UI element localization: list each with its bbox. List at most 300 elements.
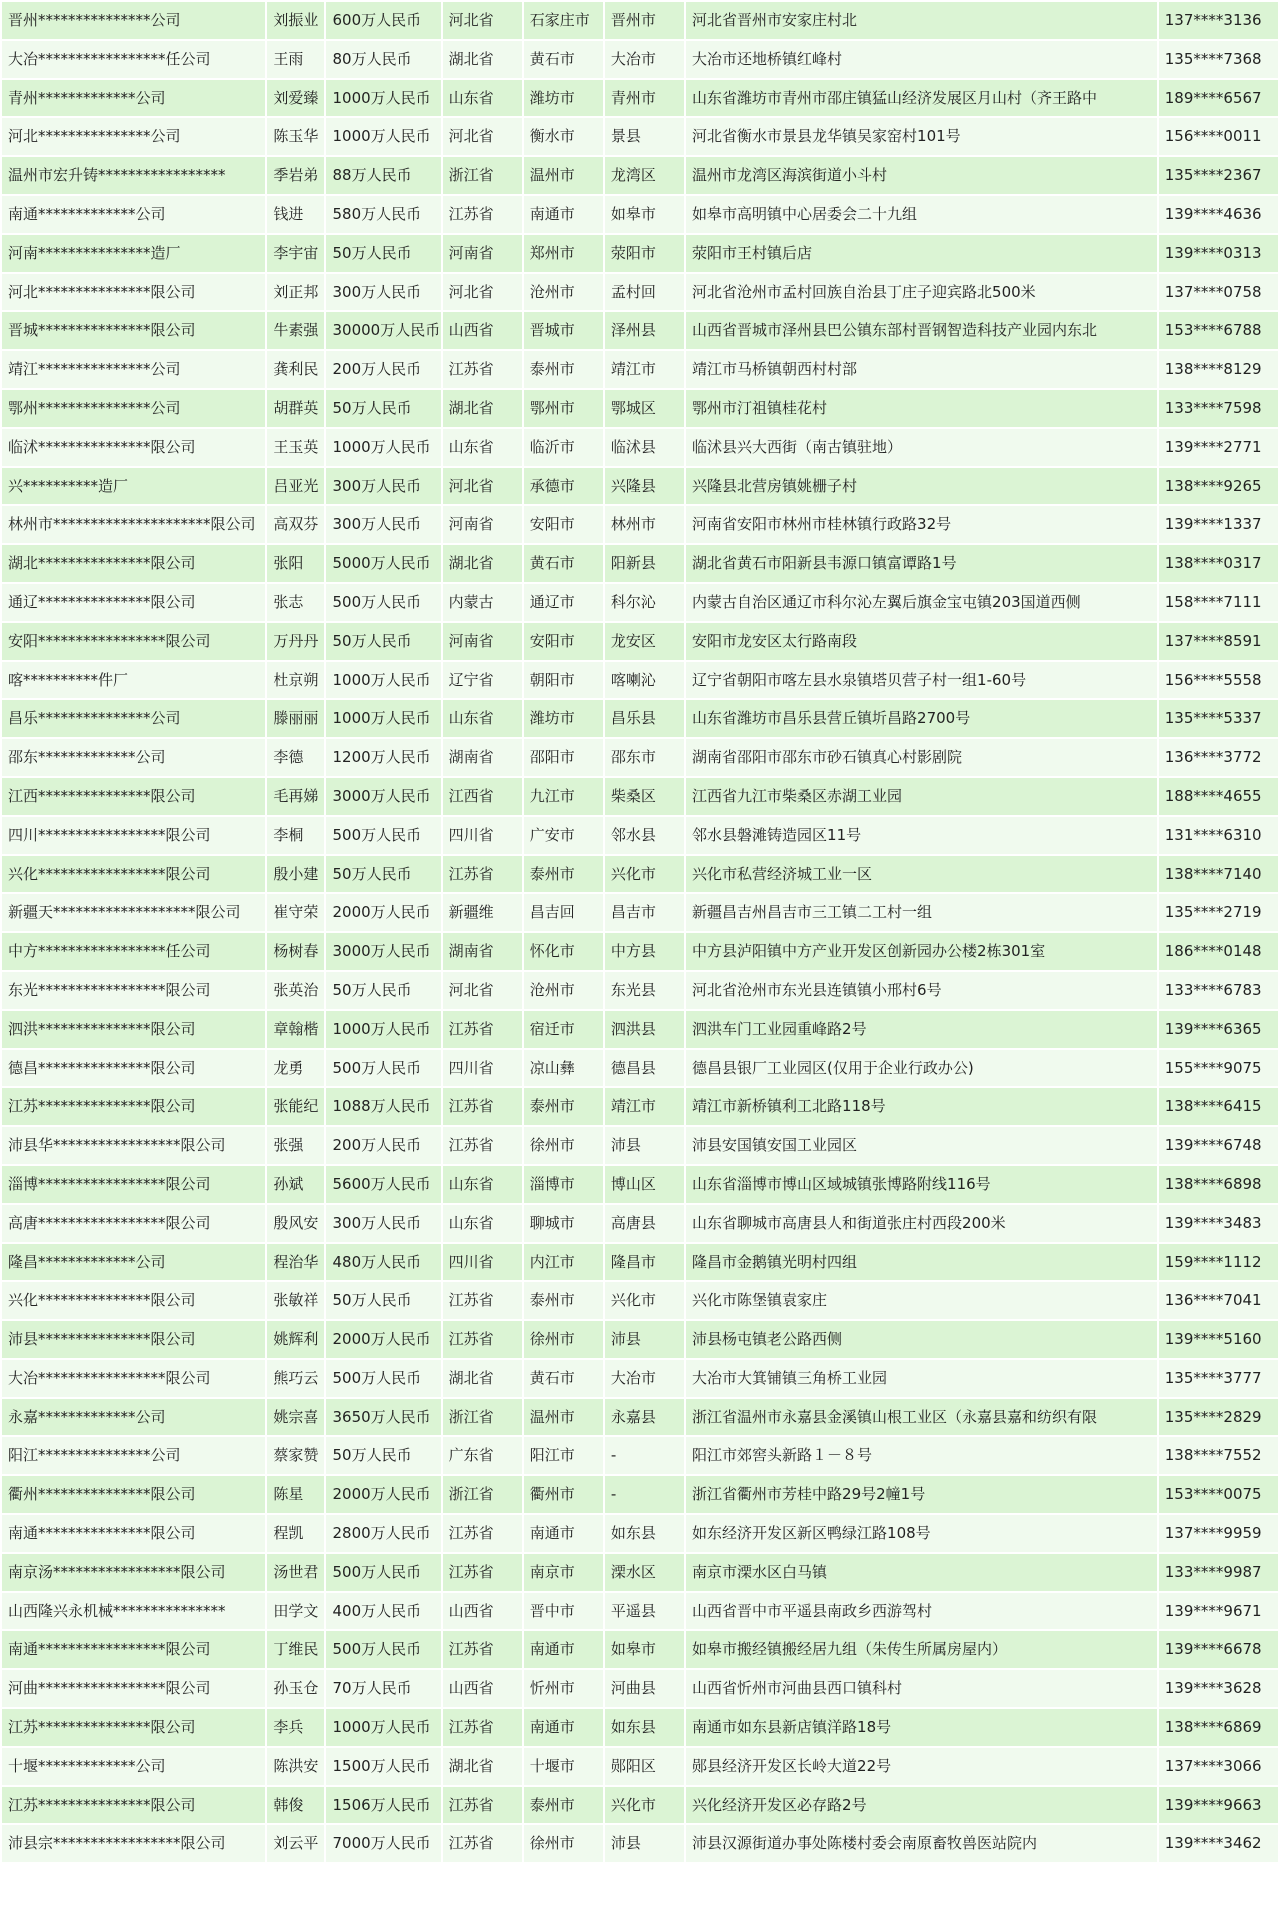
province-cell: 江西省 bbox=[443, 778, 522, 815]
registered-capital-cell: 1000万人民币 bbox=[326, 80, 440, 117]
city-cell: 泰州市 bbox=[524, 1282, 603, 1319]
district-cell: 昌吉市 bbox=[605, 894, 684, 931]
province-cell: 山东省 bbox=[443, 429, 522, 466]
table-row bbox=[2, 235, 1278, 272]
legal-person-cell: 田学文 bbox=[267, 1593, 324, 1630]
city-cell: 南通市 bbox=[524, 1515, 603, 1552]
district-cell: 兴化市 bbox=[605, 856, 684, 893]
company-name-cell: 永嘉*************公司 bbox=[2, 1399, 265, 1436]
legal-person-cell: 李宇宙 bbox=[267, 235, 324, 272]
legal-person-cell: 殷小建 bbox=[267, 856, 324, 893]
registered-capital-cell: 1000万人民币 bbox=[326, 118, 440, 155]
company-name-cell: 南通*************公司 bbox=[2, 196, 265, 233]
registered-capital-cell: 500万人民币 bbox=[326, 1360, 440, 1397]
province-cell: 江苏省 bbox=[443, 856, 522, 893]
legal-person-cell: 张能纪 bbox=[267, 1088, 324, 1125]
company-name-cell: 大冶*****************任公司 bbox=[2, 41, 265, 78]
address-cell: 兴化市私营经济城工业一区 bbox=[686, 856, 1157, 893]
company-name-cell: 青州*************公司 bbox=[2, 80, 265, 117]
province-cell: 河北省 bbox=[443, 274, 522, 311]
registered-capital-cell: 5600万人民币 bbox=[326, 1166, 440, 1203]
city-cell: 安阳市 bbox=[524, 623, 603, 660]
district-cell: - bbox=[605, 1437, 684, 1474]
address-cell: 南通市如东县新店镇洋路18号 bbox=[686, 1709, 1157, 1746]
phone-cell: 133****9987 bbox=[1159, 1554, 1278, 1591]
province-cell: 江苏省 bbox=[443, 1088, 522, 1125]
district-cell: 永嘉县 bbox=[605, 1399, 684, 1436]
city-cell: 阳江市 bbox=[524, 1437, 603, 1474]
legal-person-cell: 王玉英 bbox=[267, 429, 324, 466]
registered-capital-cell: 50万人民币 bbox=[326, 390, 440, 427]
company-name-cell: 江苏***************限公司 bbox=[2, 1088, 265, 1125]
district-cell: 邻水县 bbox=[605, 817, 684, 854]
address-cell: 山西省晋城市泽州县巴公镇东部村晋钢智造科技产业园内东北 bbox=[686, 312, 1157, 349]
phone-cell: 135****3777 bbox=[1159, 1360, 1278, 1397]
address-cell: 辽宁省朝阳市喀左县水泉镇塔贝营子村一组1-60号 bbox=[686, 662, 1157, 699]
address-cell: 兴化经济开发区必存路2号 bbox=[686, 1787, 1157, 1824]
city-cell: 九江市 bbox=[524, 778, 603, 815]
province-cell: 江苏省 bbox=[443, 196, 522, 233]
address-cell: 沛县汉源街道办事处陈楼村委会南原畜牧兽医站院内 bbox=[686, 1825, 1157, 1862]
phone-cell: 139****9663 bbox=[1159, 1787, 1278, 1824]
table-row bbox=[2, 1399, 1278, 1436]
province-cell: 江苏省 bbox=[443, 1282, 522, 1319]
phone-cell: 138****6898 bbox=[1159, 1166, 1278, 1203]
province-cell: 江苏省 bbox=[443, 351, 522, 388]
company-name-cell: 隆昌*************公司 bbox=[2, 1244, 265, 1281]
district-cell: 溧水区 bbox=[605, 1554, 684, 1591]
table-row bbox=[2, 1011, 1278, 1048]
city-cell: 邵阳市 bbox=[524, 739, 603, 776]
address-cell: 浙江省衢州市芳桂中路29号2幢1号 bbox=[686, 1476, 1157, 1513]
city-cell: 郑州市 bbox=[524, 235, 603, 272]
address-cell: 大冶市大箕铺镇三角桥工业园 bbox=[686, 1360, 1157, 1397]
registered-capital-cell: 50万人民币 bbox=[326, 235, 440, 272]
city-cell: 凉山彝 bbox=[524, 1050, 603, 1087]
legal-person-cell: 程凯 bbox=[267, 1515, 324, 1552]
registered-capital-cell: 1000万人民币 bbox=[326, 700, 440, 737]
district-cell: 晋州市 bbox=[605, 2, 684, 39]
phone-cell: 138****7140 bbox=[1159, 856, 1278, 893]
city-cell: 宿迁市 bbox=[524, 1011, 603, 1048]
district-cell: 景县 bbox=[605, 118, 684, 155]
company-name-cell: 河北***************限公司 bbox=[2, 274, 265, 311]
table-row bbox=[2, 1787, 1278, 1824]
table-row bbox=[2, 1554, 1278, 1591]
legal-person-cell: 丁维民 bbox=[267, 1631, 324, 1668]
company-name-cell: 新疆天*******************限公司 bbox=[2, 894, 265, 931]
province-cell: 江苏省 bbox=[443, 1554, 522, 1591]
address-cell: 中方县泸阳镇中方产业开发区创新园办公楼2栋301室 bbox=[686, 933, 1157, 970]
city-cell: 通辽市 bbox=[524, 584, 603, 621]
address-cell: 邻水县磐滩铸造园区11号 bbox=[686, 817, 1157, 854]
registered-capital-cell: 2800万人民币 bbox=[326, 1515, 440, 1552]
table-row bbox=[2, 1825, 1278, 1862]
district-cell: 兴化市 bbox=[605, 1787, 684, 1824]
company-name-cell: 沛县宗*****************限公司 bbox=[2, 1825, 265, 1862]
company-name-cell: 阳江***************公司 bbox=[2, 1437, 265, 1474]
province-cell: 湖北省 bbox=[443, 545, 522, 582]
table-body bbox=[2, 2, 1278, 1862]
district-cell: 河曲县 bbox=[605, 1670, 684, 1707]
legal-person-cell: 李桐 bbox=[267, 817, 324, 854]
registered-capital-cell: 50万人民币 bbox=[326, 856, 440, 893]
district-cell: 沛县 bbox=[605, 1825, 684, 1862]
phone-cell: 139****0313 bbox=[1159, 235, 1278, 272]
city-cell: 晋中市 bbox=[524, 1593, 603, 1630]
phone-cell: 135****2829 bbox=[1159, 1399, 1278, 1436]
address-cell: 德昌县银厂工业园区(仅用于企业行政办公) bbox=[686, 1050, 1157, 1087]
phone-cell: 156****5558 bbox=[1159, 662, 1278, 699]
address-cell: 山西省晋中市平遥县南政乡西游驾村 bbox=[686, 1593, 1157, 1630]
province-cell: 四川省 bbox=[443, 1244, 522, 1281]
city-cell: 十堰市 bbox=[524, 1748, 603, 1785]
district-cell: 孟村回 bbox=[605, 274, 684, 311]
city-cell: 徐州市 bbox=[524, 1321, 603, 1358]
registered-capital-cell: 1088万人民币 bbox=[326, 1088, 440, 1125]
legal-person-cell: 陈玉华 bbox=[267, 118, 324, 155]
registered-capital-cell: 5000万人民币 bbox=[326, 545, 440, 582]
district-cell: 博山区 bbox=[605, 1166, 684, 1203]
registered-capital-cell: 1506万人民币 bbox=[326, 1787, 440, 1824]
city-cell: 温州市 bbox=[524, 1399, 603, 1436]
legal-person-cell: 陈洪安 bbox=[267, 1748, 324, 1785]
province-cell: 辽宁省 bbox=[443, 662, 522, 699]
table-row bbox=[2, 390, 1278, 427]
district-cell: 中方县 bbox=[605, 933, 684, 970]
legal-person-cell: 万丹丹 bbox=[267, 623, 324, 660]
table-row bbox=[2, 662, 1278, 699]
registered-capital-cell: 7000万人民币 bbox=[326, 1825, 440, 1862]
legal-person-cell: 熊巧云 bbox=[267, 1360, 324, 1397]
phone-cell: 139****6748 bbox=[1159, 1127, 1278, 1164]
phone-cell: 139****1337 bbox=[1159, 506, 1278, 543]
legal-person-cell: 李兵 bbox=[267, 1709, 324, 1746]
district-cell: 兴化市 bbox=[605, 1282, 684, 1319]
address-cell: 隆昌市金鹅镇光明村四组 bbox=[686, 1244, 1157, 1281]
phone-cell: 153****0075 bbox=[1159, 1476, 1278, 1513]
province-cell: 内蒙古 bbox=[443, 584, 522, 621]
legal-person-cell: 韩俊 bbox=[267, 1787, 324, 1824]
registered-capital-cell: 1000万人民币 bbox=[326, 1709, 440, 1746]
table-row bbox=[2, 1282, 1278, 1319]
district-cell: 柴桑区 bbox=[605, 778, 684, 815]
table-row bbox=[2, 584, 1278, 621]
district-cell: 靖江市 bbox=[605, 351, 684, 388]
province-cell: 四川省 bbox=[443, 1050, 522, 1087]
province-cell: 江苏省 bbox=[443, 1011, 522, 1048]
district-cell: 东光县 bbox=[605, 972, 684, 1009]
province-cell: 湖北省 bbox=[443, 1360, 522, 1397]
table-row bbox=[2, 1631, 1278, 1668]
district-cell: 隆昌市 bbox=[605, 1244, 684, 1281]
province-cell: 湖南省 bbox=[443, 739, 522, 776]
table-row bbox=[2, 1360, 1278, 1397]
legal-person-cell: 姚宗喜 bbox=[267, 1399, 324, 1436]
district-cell: 兴隆县 bbox=[605, 468, 684, 505]
company-name-cell: 高唐*****************限公司 bbox=[2, 1205, 265, 1242]
table-row bbox=[2, 41, 1278, 78]
district-cell: 青州市 bbox=[605, 80, 684, 117]
table-row bbox=[2, 1670, 1278, 1707]
legal-person-cell: 刘爱臻 bbox=[267, 80, 324, 117]
district-cell: 龙安区 bbox=[605, 623, 684, 660]
city-cell: 怀化市 bbox=[524, 933, 603, 970]
table-row bbox=[2, 506, 1278, 543]
province-cell: 江苏省 bbox=[443, 1787, 522, 1824]
legal-person-cell: 崔守荣 bbox=[267, 894, 324, 931]
legal-person-cell: 滕丽丽 bbox=[267, 700, 324, 737]
province-cell: 山西省 bbox=[443, 312, 522, 349]
city-cell: 衡水市 bbox=[524, 118, 603, 155]
table-row bbox=[2, 80, 1278, 117]
district-cell: 昌乐县 bbox=[605, 700, 684, 737]
registered-capital-cell: 200万人民币 bbox=[326, 1127, 440, 1164]
address-cell: 兴化市陈堡镇袁家庄 bbox=[686, 1282, 1157, 1319]
registered-capital-cell: 200万人民币 bbox=[326, 351, 440, 388]
address-cell: 如皋市搬经镇搬经居九组（朱传生所属房屋内） bbox=[686, 1631, 1157, 1668]
company-name-cell: 中方*****************任公司 bbox=[2, 933, 265, 970]
province-cell: 河北省 bbox=[443, 468, 522, 505]
legal-person-cell: 章翰楷 bbox=[267, 1011, 324, 1048]
phone-cell: 135****2719 bbox=[1159, 894, 1278, 931]
phone-cell: 139****3462 bbox=[1159, 1825, 1278, 1862]
legal-person-cell: 张强 bbox=[267, 1127, 324, 1164]
registered-capital-cell: 2000万人民币 bbox=[326, 1476, 440, 1513]
company-name-cell: 邵东*************公司 bbox=[2, 739, 265, 776]
city-cell: 昌吉回 bbox=[524, 894, 603, 931]
address-cell: 江西省九江市柴桑区赤湖工业园 bbox=[686, 778, 1157, 815]
province-cell: 江苏省 bbox=[443, 1631, 522, 1668]
address-cell: 湖南省邵阳市邵东市砂石镇真心村影剧院 bbox=[686, 739, 1157, 776]
address-cell: 如东经济开发区新区鸭绿江路108号 bbox=[686, 1515, 1157, 1552]
phone-cell: 137****0758 bbox=[1159, 274, 1278, 311]
address-cell: 泗洪车门工业园重峰路2号 bbox=[686, 1011, 1157, 1048]
registered-capital-cell: 88万人民币 bbox=[326, 157, 440, 194]
legal-person-cell: 高双芬 bbox=[267, 506, 324, 543]
phone-cell: 159****1112 bbox=[1159, 1244, 1278, 1281]
legal-person-cell: 李德 bbox=[267, 739, 324, 776]
address-cell: 如皋市高明镇中心居委会二十九组 bbox=[686, 196, 1157, 233]
company-name-cell: 温州市宏升铸***************** bbox=[2, 157, 265, 194]
table-row bbox=[2, 1205, 1278, 1242]
company-name-cell: 泗洪***************限公司 bbox=[2, 1011, 265, 1048]
registered-capital-cell: 500万人民币 bbox=[326, 817, 440, 854]
table-row bbox=[2, 274, 1278, 311]
table-row bbox=[2, 1437, 1278, 1474]
phone-cell: 135****2367 bbox=[1159, 157, 1278, 194]
city-cell: 石家庄市 bbox=[524, 2, 603, 39]
district-cell: 靖江市 bbox=[605, 1088, 684, 1125]
phone-cell: 158****7111 bbox=[1159, 584, 1278, 621]
registered-capital-cell: 600万人民币 bbox=[326, 2, 440, 39]
address-cell: 河南省安阳市林州市桂林镇行政路32号 bbox=[686, 506, 1157, 543]
phone-cell: 137****9959 bbox=[1159, 1515, 1278, 1552]
registered-capital-cell: 300万人民币 bbox=[326, 1205, 440, 1242]
province-cell: 湖北省 bbox=[443, 41, 522, 78]
table-row bbox=[2, 1593, 1278, 1630]
legal-person-cell: 殷风安 bbox=[267, 1205, 324, 1242]
legal-person-cell: 张志 bbox=[267, 584, 324, 621]
phone-cell: 155****9075 bbox=[1159, 1050, 1278, 1087]
phone-cell: 136****3772 bbox=[1159, 739, 1278, 776]
company-name-cell: 江苏***************限公司 bbox=[2, 1787, 265, 1824]
company-name-cell: 山西隆兴永机械*************** bbox=[2, 1593, 265, 1630]
legal-person-cell: 孙玉仓 bbox=[267, 1670, 324, 1707]
address-cell: 郧县经济开发区长岭大道22号 bbox=[686, 1748, 1157, 1785]
legal-person-cell: 程治华 bbox=[267, 1244, 324, 1281]
registered-capital-cell: 1000万人民币 bbox=[326, 1011, 440, 1048]
province-cell: 山西省 bbox=[443, 1670, 522, 1707]
table-row bbox=[2, 1476, 1278, 1513]
district-cell: 如东县 bbox=[605, 1709, 684, 1746]
city-cell: 沧州市 bbox=[524, 274, 603, 311]
district-cell: 如皋市 bbox=[605, 1631, 684, 1668]
phone-cell: 188****4655 bbox=[1159, 778, 1278, 815]
city-cell: 黄石市 bbox=[524, 545, 603, 582]
phone-cell: 137****3066 bbox=[1159, 1748, 1278, 1785]
phone-cell: 139****6678 bbox=[1159, 1631, 1278, 1668]
phone-cell: 138****9265 bbox=[1159, 468, 1278, 505]
address-cell: 河北省沧州市东光县连镇镇小邢村6号 bbox=[686, 972, 1157, 1009]
city-cell: 朝阳市 bbox=[524, 662, 603, 699]
registered-capital-cell: 300万人民币 bbox=[326, 468, 440, 505]
legal-person-cell: 胡群英 bbox=[267, 390, 324, 427]
phone-cell: 133****6783 bbox=[1159, 972, 1278, 1009]
province-cell: 山东省 bbox=[443, 1205, 522, 1242]
district-cell: 大冶市 bbox=[605, 41, 684, 78]
address-cell: 沛县安国镇安国工业园区 bbox=[686, 1127, 1157, 1164]
company-name-cell: 鄂州***************公司 bbox=[2, 390, 265, 427]
registered-capital-cell: 500万人民币 bbox=[326, 1050, 440, 1087]
registered-capital-cell: 3000万人民币 bbox=[326, 778, 440, 815]
city-cell: 沧州市 bbox=[524, 972, 603, 1009]
registered-capital-cell: 3000万人民币 bbox=[326, 933, 440, 970]
address-cell: 荥阳市王村镇后店 bbox=[686, 235, 1157, 272]
city-cell: 徐州市 bbox=[524, 1127, 603, 1164]
province-cell: 江苏省 bbox=[443, 1321, 522, 1358]
legal-person-cell: 吕亚光 bbox=[267, 468, 324, 505]
district-cell: 平遥县 bbox=[605, 1593, 684, 1630]
table-row bbox=[2, 1088, 1278, 1125]
registered-capital-cell: 400万人民币 bbox=[326, 1593, 440, 1630]
phone-cell: 139****6365 bbox=[1159, 1011, 1278, 1048]
registered-capital-cell: 1200万人民币 bbox=[326, 739, 440, 776]
city-cell: 泰州市 bbox=[524, 1088, 603, 1125]
district-cell: 科尔沁 bbox=[605, 584, 684, 621]
city-cell: 潍坊市 bbox=[524, 700, 603, 737]
phone-cell: 139****9671 bbox=[1159, 1593, 1278, 1630]
table-row bbox=[2, 1166, 1278, 1203]
table-row bbox=[2, 429, 1278, 466]
company-name-cell: 河南***************造厂 bbox=[2, 235, 265, 272]
address-cell: 浙江省温州市永嘉县金溪镇山根工业区（永嘉县嘉和纺织有限 bbox=[686, 1399, 1157, 1436]
province-cell: 河北省 bbox=[443, 972, 522, 1009]
legal-person-cell: 陈星 bbox=[267, 1476, 324, 1513]
phone-cell: 131****6310 bbox=[1159, 817, 1278, 854]
district-cell: 林州市 bbox=[605, 506, 684, 543]
company-name-cell: 昌乐***************公司 bbox=[2, 700, 265, 737]
phone-cell: 139****3628 bbox=[1159, 1670, 1278, 1707]
registered-capital-cell: 30000万人民币 bbox=[326, 312, 440, 349]
province-cell: 山西省 bbox=[443, 1593, 522, 1630]
legal-person-cell: 孙斌 bbox=[267, 1166, 324, 1203]
legal-person-cell: 张英治 bbox=[267, 972, 324, 1009]
address-cell: 河北省衡水市景县龙华镇吴家窑村101号 bbox=[686, 118, 1157, 155]
legal-person-cell: 钱进 bbox=[267, 196, 324, 233]
address-cell: 山东省潍坊市昌乐县营丘镇圻昌路2700号 bbox=[686, 700, 1157, 737]
company-name-cell: 江西***************限公司 bbox=[2, 778, 265, 815]
table-row bbox=[2, 700, 1278, 737]
address-cell: 新疆昌吉州昌吉市三工镇二工村一组 bbox=[686, 894, 1157, 931]
phone-cell: 138****0317 bbox=[1159, 545, 1278, 582]
province-cell: 浙江省 bbox=[443, 1399, 522, 1436]
phone-cell: 138****6869 bbox=[1159, 1709, 1278, 1746]
company-name-cell: 河曲*****************限公司 bbox=[2, 1670, 265, 1707]
company-name-cell: 南通***************限公司 bbox=[2, 1515, 265, 1552]
district-cell: 大冶市 bbox=[605, 1360, 684, 1397]
company-name-cell: 江苏***************限公司 bbox=[2, 1709, 265, 1746]
city-cell: 黄石市 bbox=[524, 41, 603, 78]
address-cell: 山东省淄博市博山区域城镇张博路附线116号 bbox=[686, 1166, 1157, 1203]
city-cell: 晋城市 bbox=[524, 312, 603, 349]
company-name-cell: 德昌***************限公司 bbox=[2, 1050, 265, 1087]
district-cell: 喀喇沁 bbox=[605, 662, 684, 699]
registered-capital-cell: 70万人民币 bbox=[326, 1670, 440, 1707]
phone-cell: 137****3136 bbox=[1159, 2, 1278, 39]
registered-capital-cell: 300万人民币 bbox=[326, 506, 440, 543]
district-cell: 临沭县 bbox=[605, 429, 684, 466]
city-cell: 南通市 bbox=[524, 196, 603, 233]
company-name-cell: 淄博*****************限公司 bbox=[2, 1166, 265, 1203]
phone-cell: 189****6567 bbox=[1159, 80, 1278, 117]
company-name-cell: 湖北***************限公司 bbox=[2, 545, 265, 582]
registered-capital-cell: 2000万人民币 bbox=[326, 1321, 440, 1358]
registered-capital-cell: 2000万人民币 bbox=[326, 894, 440, 931]
city-cell: 温州市 bbox=[524, 157, 603, 194]
province-cell: 江苏省 bbox=[443, 1825, 522, 1862]
address-cell: 内蒙古自治区通辽市科尔沁左翼后旗金宝屯镇203国道西侧 bbox=[686, 584, 1157, 621]
phone-cell: 139****3483 bbox=[1159, 1205, 1278, 1242]
table-row bbox=[2, 2, 1278, 39]
table-row bbox=[2, 1321, 1278, 1358]
phone-cell: 138****6415 bbox=[1159, 1088, 1278, 1125]
province-cell: 山东省 bbox=[443, 700, 522, 737]
address-cell: 山东省潍坊市青州市邵庄镇猛山经济发展区月山村（齐王路中 bbox=[686, 80, 1157, 117]
address-cell: 河北省沧州市孟村回族自治县丁庄子迎宾路北500米 bbox=[686, 274, 1157, 311]
city-cell: 聊城市 bbox=[524, 1205, 603, 1242]
registered-capital-cell: 1500万人民币 bbox=[326, 1748, 440, 1785]
province-cell: 四川省 bbox=[443, 817, 522, 854]
table-row bbox=[2, 623, 1278, 660]
registered-capital-cell: 500万人民币 bbox=[326, 584, 440, 621]
registered-capital-cell: 3650万人民币 bbox=[326, 1399, 440, 1436]
province-cell: 广东省 bbox=[443, 1437, 522, 1474]
province-cell: 新疆维 bbox=[443, 894, 522, 931]
city-cell: 南通市 bbox=[524, 1631, 603, 1668]
company-name-cell: 林州市*********************限公司 bbox=[2, 506, 265, 543]
city-cell: 临沂市 bbox=[524, 429, 603, 466]
company-name-cell: 十堰*************公司 bbox=[2, 1748, 265, 1785]
address-cell: 靖江市新桥镇利工北路118号 bbox=[686, 1088, 1157, 1125]
address-cell: 大冶市还地桥镇红峰村 bbox=[686, 41, 1157, 78]
phone-cell: 137****8591 bbox=[1159, 623, 1278, 660]
province-cell: 江苏省 bbox=[443, 1515, 522, 1552]
city-cell: 泰州市 bbox=[524, 1787, 603, 1824]
address-cell: 靖江市马桥镇朝西村村部 bbox=[686, 351, 1157, 388]
company-name-cell: 晋城***************限公司 bbox=[2, 312, 265, 349]
city-cell: 鄂州市 bbox=[524, 390, 603, 427]
